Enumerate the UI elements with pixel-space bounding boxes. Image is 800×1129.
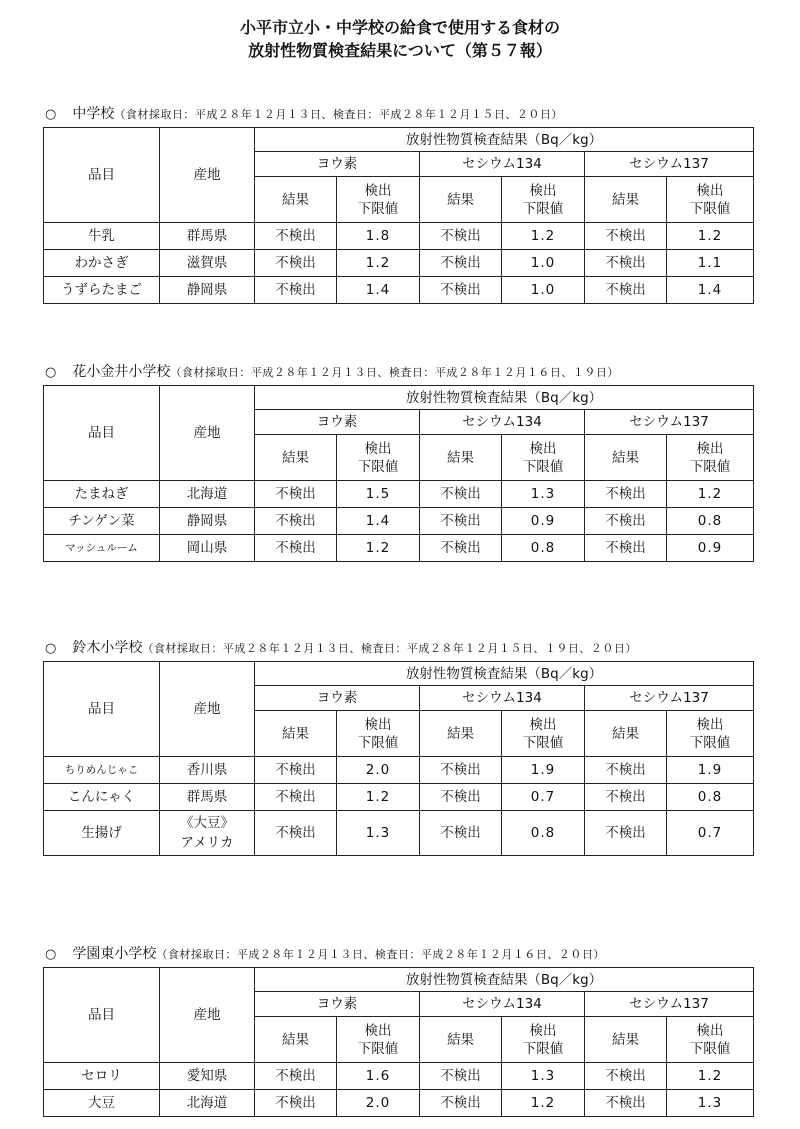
origin-cell: 群馬県: [160, 784, 255, 811]
item-cell: マッシュルーム: [44, 535, 160, 562]
cs137-header: セシウム137: [585, 410, 754, 435]
table-row: [44, 1063, 754, 1090]
cs137-limit-cell: 1.3: [667, 1090, 754, 1117]
iodine-limit-cell: 1.4: [337, 508, 420, 535]
circle-bullet-icon: ○: [45, 947, 57, 962]
item-cell: 牛乳: [44, 223, 160, 250]
origin-cell: 静岡県: [160, 277, 255, 304]
result-header: 結果: [255, 177, 337, 223]
limit-header: [667, 711, 754, 757]
iodine-limit-cell: 1.5: [337, 481, 420, 508]
circle-bullet-icon: ○: [45, 365, 57, 380]
iodine-header: ヨウ素: [255, 686, 420, 711]
cs134-limit-cell: 1.0: [502, 277, 585, 304]
limit-label-line-2: 下限値: [522, 1040, 564, 1057]
limit-label-line-1: 検出: [696, 440, 724, 457]
iodine-result-cell: 不検出: [255, 1090, 337, 1117]
result-header: 結果: [585, 435, 667, 481]
origin-header: 産地: [160, 128, 255, 223]
title-line-2: 放射性物質検査結果について（第５７報）: [248, 41, 552, 60]
header-row: [44, 128, 754, 152]
cs137-limit-cell: 1.2: [667, 1063, 754, 1090]
origin-header: 産地: [160, 386, 255, 481]
cs137-limit-cell: 0.8: [667, 508, 754, 535]
result-group-header: 放射性物質検査結果（Bq／kg）: [255, 128, 754, 152]
cs137-limit-cell: 1.2: [667, 481, 754, 508]
table-row: [44, 535, 754, 562]
section-heading: [43, 104, 753, 125]
limit-header: [337, 711, 420, 757]
result-header: 結果: [420, 177, 502, 223]
section-hanakoganei: [43, 362, 753, 562]
result-header: 結果: [255, 711, 337, 757]
iodine-limit-cell: 1.2: [337, 535, 420, 562]
limit-header: [502, 177, 585, 223]
limit-header: [502, 711, 585, 757]
limit-header: [502, 1017, 585, 1063]
cs134-limit-cell: 0.8: [502, 535, 585, 562]
limit-label-line-2: 下限値: [689, 200, 731, 217]
origin-cell: 群馬県: [160, 223, 255, 250]
cs134-limit-cell: 1.9: [502, 757, 585, 784]
item-cell: うずらたまご: [44, 277, 160, 304]
sampling-dates: （食材採取日：平成２８年１２月１３日、検査日：平成２８年１２月１５日、２０日）: [114, 108, 563, 121]
cs137-result-cell: 不検出: [585, 1063, 667, 1090]
limit-label-line-2: 下限値: [689, 1040, 731, 1057]
limit-label-line-1: 検出: [696, 182, 724, 199]
iodine-header: ヨウ素: [255, 152, 420, 177]
table-row: [44, 784, 754, 811]
table-row: [44, 223, 754, 250]
limit-header: [337, 435, 420, 481]
iodine-result-cell: 不検出: [255, 223, 337, 250]
result-header: 結果: [420, 1017, 502, 1063]
results-table: [43, 661, 754, 856]
origin-line-1: 《大豆》: [180, 815, 234, 831]
cs137-limit-cell: 1.9: [667, 757, 754, 784]
item-header: 品目: [44, 386, 160, 481]
table-row: [44, 481, 754, 508]
limit-label-line-2: 下限値: [522, 458, 564, 475]
cs134-result-cell: 不検出: [420, 535, 502, 562]
school-name: 中学校: [72, 106, 115, 122]
item-header: 品目: [44, 128, 160, 223]
sampling-dates: （食材採取日：平成２８年１２月１３日、検査日：平成２８年１２月１６日、１９日）: [170, 366, 619, 379]
cs134-limit-cell: 0.8: [502, 811, 585, 856]
item-cell: ちりめんじゃこ: [44, 757, 160, 784]
section-gakuenhigashi: [43, 944, 753, 1117]
limit-label-line-1: 検出: [364, 716, 392, 733]
cs137-result-cell: 不検出: [585, 250, 667, 277]
cs134-header: セシウム134: [420, 992, 585, 1017]
iodine-result-cell: 不検出: [255, 535, 337, 562]
limit-label-line-2: 下限値: [357, 734, 399, 751]
limit-label-line-1: 検出: [696, 716, 724, 733]
item-header: 品目: [44, 662, 160, 757]
result-group-header: 放射性物質検査結果（Bq／kg）: [255, 386, 754, 410]
iodine-result-cell: 不検出: [255, 250, 337, 277]
limit-label-line-1: 検出: [364, 440, 392, 457]
limit-label-line-1: 検出: [364, 182, 392, 199]
table-row: [44, 250, 754, 277]
section-heading: [43, 638, 753, 659]
cs137-header: セシウム137: [585, 992, 754, 1017]
limit-label-line-2: 下限値: [522, 200, 564, 217]
section-heading: [43, 944, 753, 965]
sampling-dates: （食材採取日：平成２８年１２月１３日、検査日：平成２８年１２月１５日、１９日、２０日）: [142, 642, 637, 655]
origin-cell: 滋賀県: [160, 250, 255, 277]
table-row: [44, 757, 754, 784]
item-cell: 大豆: [44, 1090, 160, 1117]
limit-label-line-1: 検出: [364, 1022, 392, 1039]
cs134-result-cell: 不検出: [420, 223, 502, 250]
item-cell: チンゲン菜: [44, 508, 160, 535]
cs134-result-cell: 不検出: [420, 1090, 502, 1117]
limit-header: [337, 177, 420, 223]
cs134-header: セシウム134: [420, 686, 585, 711]
iodine-result-cell: 不検出: [255, 508, 337, 535]
result-group-header: 放射性物質検査結果（Bq／kg）: [255, 662, 754, 686]
limit-header: [667, 435, 754, 481]
item-cell: たまねぎ: [44, 481, 160, 508]
iodine-limit-cell: 1.8: [337, 223, 420, 250]
circle-bullet-icon: ○: [45, 107, 57, 122]
results-table: [43, 127, 754, 304]
cs137-result-cell: 不検出: [585, 811, 667, 856]
circle-bullet-icon: ○: [45, 641, 57, 656]
iodine-limit-cell: 1.6: [337, 1063, 420, 1090]
limit-label-line-2: 下限値: [357, 1040, 399, 1057]
cs134-limit-cell: 0.9: [502, 508, 585, 535]
cs137-header: セシウム137: [585, 152, 754, 177]
title-line-1: 小平市立小・中学校の給食で使用する食材の: [239, 18, 560, 37]
cs137-result-cell: 不検出: [585, 535, 667, 562]
origin-line-2: アメリカ: [180, 835, 234, 851]
table-row: [44, 508, 754, 535]
results-table: [43, 385, 754, 562]
cs134-limit-cell: 0.7: [502, 784, 585, 811]
cs134-header: セシウム134: [420, 152, 585, 177]
limit-label-line-2: 下限値: [689, 458, 731, 475]
cs134-limit-cell: 1.0: [502, 250, 585, 277]
limit-label-line-1: 検出: [529, 440, 557, 457]
cs137-result-cell: 不検出: [585, 1090, 667, 1117]
cs137-result-cell: 不検出: [585, 481, 667, 508]
iodine-limit-cell: 1.4: [337, 277, 420, 304]
limit-header: [502, 435, 585, 481]
origin-cell: 愛知県: [160, 1063, 255, 1090]
result-header: 結果: [420, 711, 502, 757]
cs137-limit-cell: 0.8: [667, 784, 754, 811]
limit-label-line-1: 検出: [696, 1022, 724, 1039]
section-junior-high: [43, 104, 753, 304]
limit-label-line-1: 検出: [529, 716, 557, 733]
result-header: 結果: [585, 1017, 667, 1063]
limit-label-line-2: 下限値: [357, 200, 399, 217]
origin-header: 産地: [160, 968, 255, 1063]
result-header: 結果: [255, 435, 337, 481]
origin-cell: 岡山県: [160, 535, 255, 562]
limit-label-line-1: 検出: [529, 1022, 557, 1039]
cs137-limit-cell: 0.7: [667, 811, 754, 856]
section-heading: [43, 362, 753, 383]
cs134-header: セシウム134: [420, 410, 585, 435]
cs134-limit-cell: 1.3: [502, 481, 585, 508]
limit-label-line-1: 検出: [529, 182, 557, 199]
limit-label-line-2: 下限値: [357, 458, 399, 475]
cs134-result-cell: 不検出: [420, 508, 502, 535]
iodine-result-cell: 不検出: [255, 1063, 337, 1090]
result-header: 結果: [585, 711, 667, 757]
results-table: [43, 967, 754, 1117]
cs134-limit-cell: 1.2: [502, 1090, 585, 1117]
cs137-limit-cell: 1.1: [667, 250, 754, 277]
iodine-header: ヨウ素: [255, 410, 420, 435]
cs134-result-cell: 不検出: [420, 277, 502, 304]
limit-header: [667, 1017, 754, 1063]
result-header: 結果: [420, 435, 502, 481]
origin-cell: 北海道: [160, 481, 255, 508]
origin-cell: 北海道: [160, 1090, 255, 1117]
cs137-limit-cell: 1.4: [667, 277, 754, 304]
iodine-result-cell: 不検出: [255, 811, 337, 856]
document-title: [0, 16, 800, 62]
cs134-result-cell: 不検出: [420, 250, 502, 277]
result-header: 結果: [255, 1017, 337, 1063]
iodine-result-cell: 不検出: [255, 784, 337, 811]
iodine-limit-cell: 2.0: [337, 1090, 420, 1117]
origin-header: 産地: [160, 662, 255, 757]
cs134-limit-cell: 1.2: [502, 223, 585, 250]
origin-cell: 香川県: [160, 757, 255, 784]
cs134-result-cell: 不検出: [420, 1063, 502, 1090]
origin-cell: [160, 811, 255, 856]
iodine-result-cell: 不検出: [255, 757, 337, 784]
cs137-limit-cell: 1.2: [667, 223, 754, 250]
result-group-header: 放射性物質検査結果（Bq／kg）: [255, 968, 754, 992]
iodine-result-cell: 不検出: [255, 481, 337, 508]
iodine-limit-cell: 2.0: [337, 757, 420, 784]
item-cell: こんにゃく: [44, 784, 160, 811]
table-row: [44, 1090, 754, 1117]
cs137-result-cell: 不検出: [585, 277, 667, 304]
iodine-limit-cell: 1.2: [337, 784, 420, 811]
iodine-limit-cell: 1.2: [337, 250, 420, 277]
cs134-result-cell: 不検出: [420, 784, 502, 811]
table-row: [44, 811, 754, 856]
cs137-limit-cell: 0.9: [667, 535, 754, 562]
limit-header: [337, 1017, 420, 1063]
cs137-result-cell: 不検出: [585, 508, 667, 535]
cs134-limit-cell: 1.3: [502, 1063, 585, 1090]
sampling-dates: （食材採取日：平成２８年１２月１３日、検査日：平成２８年１２月１６日、２０日）: [156, 948, 605, 961]
result-header: 結果: [585, 177, 667, 223]
school-name: 学園東小学校: [72, 946, 157, 962]
section-suzuki: [43, 638, 753, 856]
cs134-result-cell: 不検出: [420, 757, 502, 784]
iodine-result-cell: 不検出: [255, 277, 337, 304]
item-cell: 生揚げ: [44, 811, 160, 856]
cs137-result-cell: 不検出: [585, 223, 667, 250]
cs134-result-cell: 不検出: [420, 481, 502, 508]
table-row: [44, 277, 754, 304]
header-row: [44, 662, 754, 686]
school-name: 鈴木小学校: [72, 640, 143, 656]
iodine-limit-cell: 1.3: [337, 811, 420, 856]
cs137-result-cell: 不検出: [585, 784, 667, 811]
header-row: [44, 386, 754, 410]
school-name: 花小金井小学校: [72, 364, 171, 380]
iodine-header: ヨウ素: [255, 992, 420, 1017]
limit-label-line-2: 下限値: [522, 734, 564, 751]
cs137-result-cell: 不検出: [585, 757, 667, 784]
cs137-header: セシウム137: [585, 686, 754, 711]
item-header: 品目: [44, 968, 160, 1063]
item-cell: セロリ: [44, 1063, 160, 1090]
limit-label-line-2: 下限値: [689, 734, 731, 751]
item-cell: わかさぎ: [44, 250, 160, 277]
cs134-result-cell: 不検出: [420, 811, 502, 856]
limit-header: [667, 177, 754, 223]
header-row: [44, 968, 754, 992]
origin-cell: 静岡県: [160, 508, 255, 535]
